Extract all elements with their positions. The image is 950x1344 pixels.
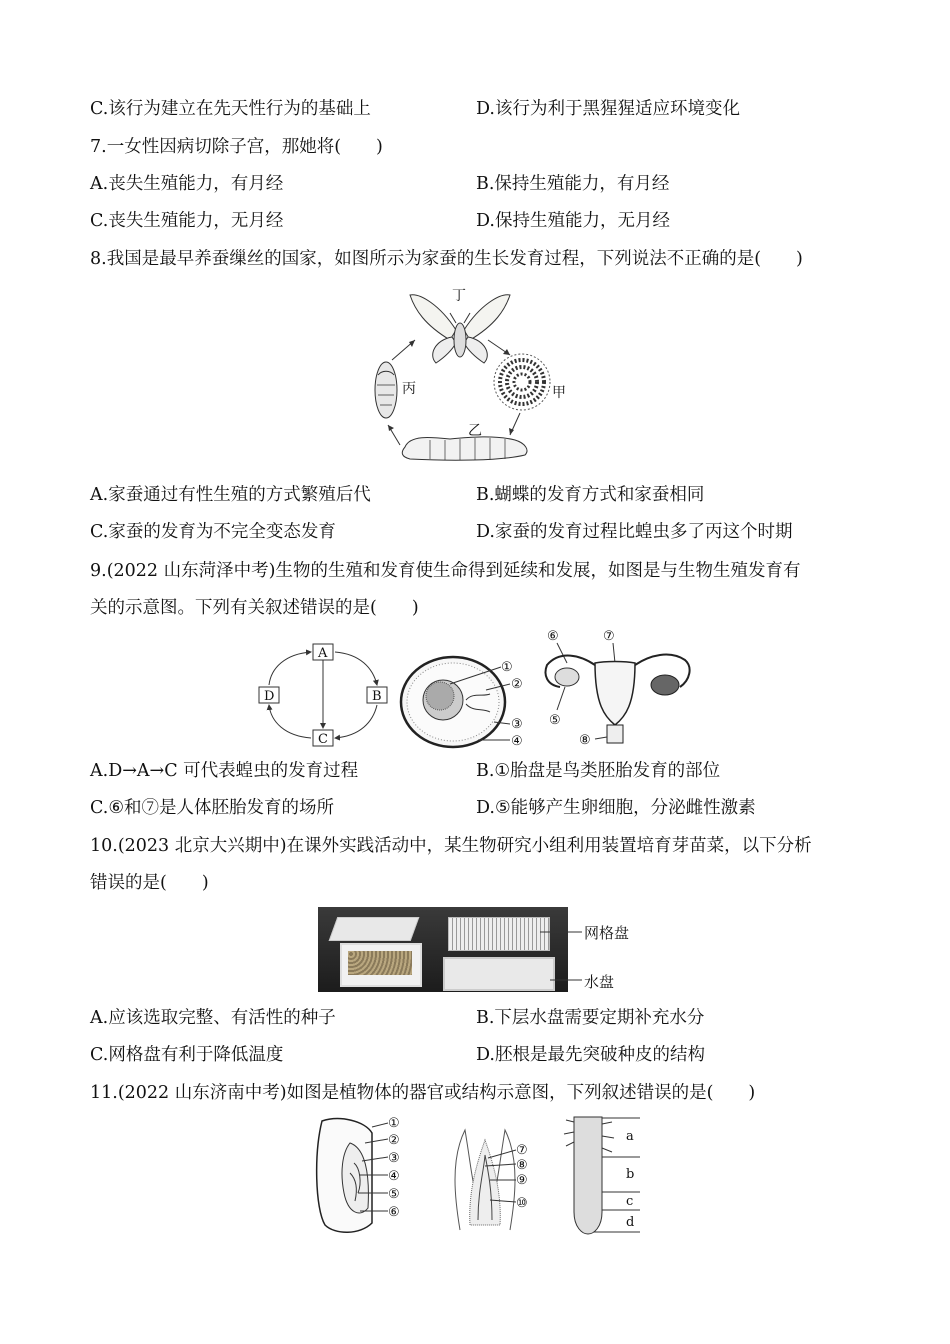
q9-stem-line2: 关的示意图。下列有关叙述错误的是( ): [90, 598, 419, 618]
q8-option-c: C.家蚕的发育为不完全变态发育: [90, 522, 336, 542]
q9-stem-line1: 9.(2022 山东菏泽中考)生物的生殖和发育使生命得到延续和发展，如图是与生物生殖发育有: [90, 561, 801, 581]
cycle-node-c: C: [318, 732, 328, 747]
q10-option-a: A.应该选取完整、有活性的种子: [90, 1008, 336, 1028]
q8-stem: 8.我国是最早养蚕缫丝的国家，如图所示为家蚕的生长发育过程，下列说法不正确的是( ): [90, 249, 803, 269]
q8-option-b: B.蝴蝶的发育方式和家蚕相同: [476, 485, 705, 505]
label-jia: 甲: [552, 385, 566, 401]
q10-option-d: D.胚根是最先突破种皮的结构: [476, 1045, 705, 1065]
label-grid-tray: 网格盘: [584, 924, 630, 942]
cycle-node-a: A: [318, 646, 328, 661]
q7-stem: 7.一女性因病切除子宫，那她将( ): [90, 137, 383, 157]
bud-label-7: ⑦: [516, 1143, 528, 1158]
q10-stem-line2: 错误的是( ): [90, 873, 209, 893]
seed-label-4: ④: [388, 1169, 400, 1184]
uterus-label-8: ⑧: [579, 733, 591, 748]
larva-illustration: [402, 437, 527, 460]
tray-left: [340, 943, 422, 987]
q9-option-d: D.⑤能够产生卵细胞，分泌雌性激素: [476, 798, 756, 818]
female-reproductive-system-diagram: [535, 625, 725, 750]
seed-label-2: ②: [388, 1133, 400, 1148]
q7-option-a: A.丧失生殖能力，有月经: [90, 174, 284, 194]
q7-option-d: D.保持生殖能力，无月经: [476, 211, 670, 231]
cycle-node-d: D: [264, 689, 275, 704]
bud-label-9: ⑨: [516, 1173, 528, 1188]
q6-option-d: D.该行为利于黑猩猩适应环境变化: [476, 99, 740, 119]
q8-option-a: A.家蚕通过有性生殖的方式繁殖后代: [90, 485, 371, 505]
seed-label-6: ⑥: [388, 1205, 400, 1220]
q8-option-d: D.家蚕的发育过程比蝗虫多了丙这个时期: [476, 522, 793, 542]
eggs-illustration: [494, 354, 550, 410]
seed-label-5: ⑤: [388, 1187, 400, 1202]
seed-label-3: ③: [388, 1151, 400, 1166]
egg-label-4: ④: [511, 734, 523, 749]
uterus-label-5: ⑤: [549, 713, 561, 728]
moth-illustration: [410, 295, 510, 363]
root-tip-diagram: [560, 1112, 660, 1237]
root-label-c: c: [626, 1194, 634, 1209]
egg-label-3: ③: [511, 717, 523, 732]
silkworm-life-cycle-figure: [370, 285, 570, 470]
uterus-label-7: ⑦: [603, 629, 615, 644]
label-bing: 丙: [402, 381, 416, 397]
egg-label-2: ②: [511, 677, 523, 692]
q9-option-c: C.⑥和⑦是人体胚胎发育的场所: [90, 798, 335, 818]
leaf-bud-diagram: [440, 1120, 540, 1235]
q11-stem: 11.(2022 山东济南中考)如图是植物体的器官或结构示意图，下列叙述错误的是( ): [90, 1083, 756, 1103]
root-label-b: b: [626, 1167, 635, 1182]
label-yi: 乙: [468, 423, 482, 439]
bird-egg-diagram: [398, 652, 533, 752]
q10-option-b: B.下层水盘需要定期补充水分: [476, 1008, 705, 1028]
pupa-illustration: [375, 362, 397, 418]
label-ding: 丁: [452, 288, 466, 304]
development-cycle-diagram: [255, 640, 395, 750]
q7-option-c: C.丧失生殖能力，无月经: [90, 211, 284, 231]
q9-option-a: A.D→A→C 可代表蝗虫的发育过程: [90, 761, 359, 781]
egg-label-1: ①: [501, 660, 513, 675]
q7-option-b: B.保持生殖能力，有月经: [476, 174, 670, 194]
q6-option-c: C.该行为建立在先天性行为的基础上: [90, 99, 371, 119]
tray-lid: [329, 917, 420, 941]
seed-label-1: ①: [388, 1116, 400, 1131]
photo-leader-lines: [520, 920, 590, 990]
q10-stem-line1: 10.(2023 北京大兴期中)在课外实践活动中，某生物研究小组利用装置培育芽苗菜，以下分析: [90, 836, 812, 856]
bud-label-10: ⑩: [516, 1196, 528, 1211]
cycle-node-b: B: [372, 689, 382, 704]
q9-option-b: B.①胎盘是鸟类胚胎发育的部位: [476, 761, 721, 781]
bud-label-8: ⑧: [516, 1158, 528, 1173]
seeds: [348, 951, 412, 975]
corn-seed-diagram: [310, 1113, 410, 1238]
q10-option-c: C.网格盘有利于降低温度: [90, 1045, 284, 1065]
label-water-tray: 水盘: [584, 973, 615, 991]
root-label-a: a: [626, 1129, 634, 1144]
uterus-label-6: ⑥: [547, 629, 559, 644]
root-label-d: d: [626, 1215, 635, 1230]
